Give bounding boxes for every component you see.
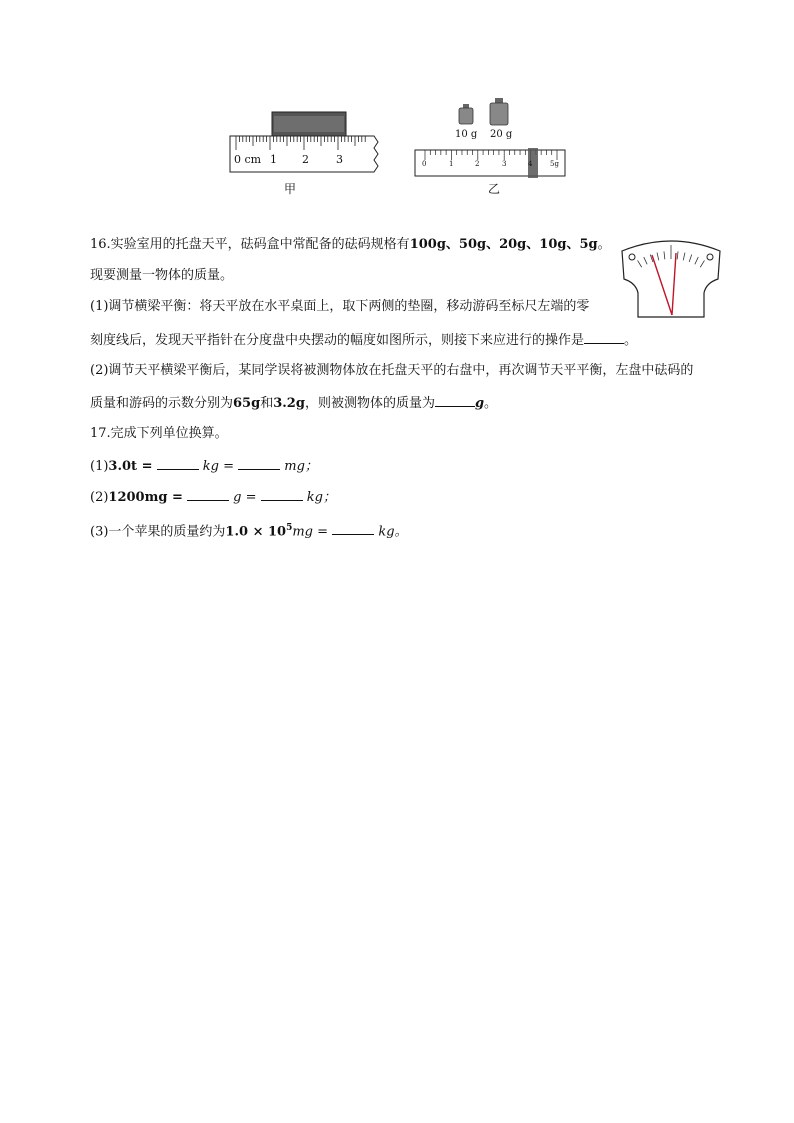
q17-row1: (1)3.0t = kg = mg； <box>90 456 318 476</box>
q16-part2-line1: (2)调节天平横梁平衡后，某同学误将被测物体放在托盘天平的右盘中，再次调节天平平衡，左盘中砝码的 <box>90 363 694 378</box>
answer-blank-16-1[interactable] <box>584 330 624 344</box>
pointer-dial-icon <box>620 235 722 320</box>
q16-stem-line2: 现要测量一物体的质量。 <box>90 268 234 283</box>
q17-row2: (2)1200mg = g = kg； <box>90 487 336 507</box>
weight-label-10g: 10 g <box>455 129 478 140</box>
answer-blank-17-2b[interactable] <box>261 487 303 501</box>
scale-tick-label: 5g <box>550 160 559 168</box>
answer-blank-17-3[interactable] <box>332 521 374 535</box>
ruler-tick-label: 1 <box>270 153 277 166</box>
answer-blank-17-1b[interactable] <box>238 456 280 470</box>
q16-part1-line1: (1)调节横梁平衡：将天平放在水平桌面上，取下两侧的垫圈，移动游码至标尺左端的零 <box>90 299 590 314</box>
scale-tick-label: 1 <box>449 160 454 168</box>
figure-jia <box>226 108 381 198</box>
answer-blank-16-2[interactable] <box>435 393 475 407</box>
scale-tick-label: 3 <box>502 160 507 168</box>
ruler-tick-label: 2 <box>302 153 309 166</box>
figure-yi <box>410 98 570 198</box>
q16-part1-line2: 刻度线后，发现天平指针在分度盘中央摆动的幅度如图所示，则接下来应进行的操作是 。 <box>90 330 637 350</box>
answer-blank-17-2a[interactable] <box>187 487 229 501</box>
figure-caption: 乙 <box>488 182 501 196</box>
scale-tick-label: 4 <box>528 160 533 168</box>
q17-stem: 17.完成下列单位换算。 <box>90 426 228 441</box>
q16-stem: 16.实验室用的托盘天平，砝码盒中常配备的砝码规格有100g、50g、20g、10g、5g。 <box>90 237 611 252</box>
weight-label-20g: 20 g <box>490 129 513 140</box>
weights-list: 100g、50g、20g、10g、5g <box>409 237 598 252</box>
answer-blank-17-1a[interactable] <box>157 456 199 470</box>
ruler-unit-label: 0 cm <box>234 153 262 166</box>
figure-caption: 甲 <box>284 182 297 196</box>
q16-part2-line2: 质量和游码的示数分别为65g和3.2g，则被测物体的质量为 g。 <box>90 393 497 413</box>
balance-dial-figure <box>620 235 722 320</box>
scale-tick-label: 2 <box>475 160 480 168</box>
q17-row3: (3)一个苹果的质量约为$1.0 \times 10^5mg$ = kg。 <box>90 523 408 540</box>
ruler-tick-label: 3 <box>336 153 343 166</box>
scale-tick-label: 0 <box>422 160 427 168</box>
